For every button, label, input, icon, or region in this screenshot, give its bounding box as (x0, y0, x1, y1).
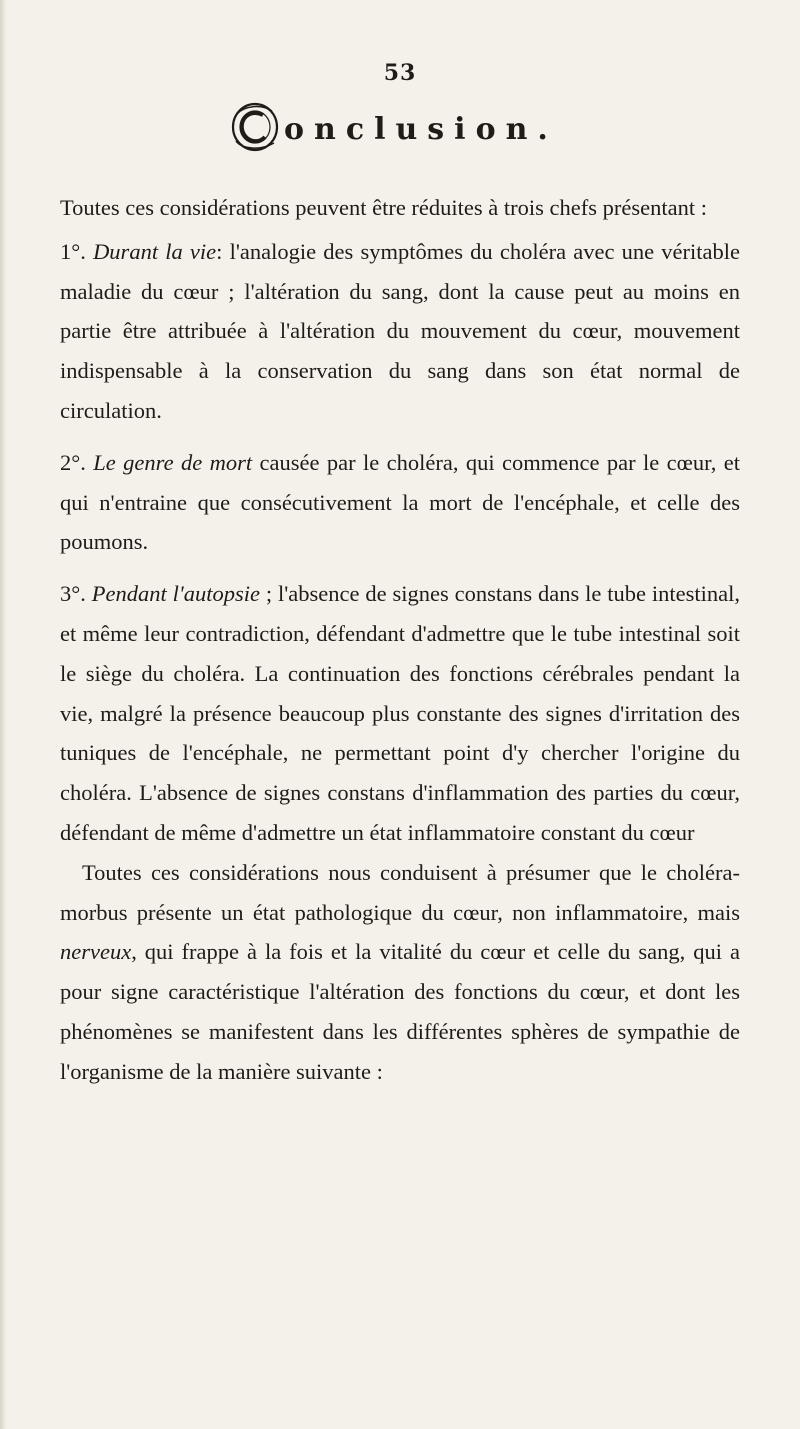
intro-paragraph: Toutes ces considérations peuvent être réduites à trois chefs présentant : (60, 195, 707, 220)
item-label: Le genre de mort (93, 449, 253, 475)
item-separator (252, 450, 259, 475)
item-separator: : (216, 238, 230, 264)
item-separator: ; (259, 581, 278, 607)
heading-text: onclusion. (284, 111, 558, 147)
page-number: 53 (383, 60, 417, 86)
page-body (60, 188, 740, 1092)
section-heading (230, 96, 650, 158)
item-text: l'absence de signes constans dans le tube intestinal, et même leur contradiction, défendant d'admettre que le tube intestinal soit le siège du choléra. La continuation des fonctions cérébrales pendant la vie, malgré la présence beaucoup plus constante des signes d'irritation des tuniques de l'encéphale, ne permettant point d'y chercher l'origine du choléra. L'absence de signes constans d'inflammation des parties du cœur, défendant de même d'admettre un état inflammatoire constant du cœur (60, 581, 740, 845)
item-2-paragraph (60, 443, 740, 562)
item-3-paragraph (60, 574, 740, 853)
item-text: causée par le choléra, qui commence par le cœur, et qui n'entraine que consécutivement la mort de l'encéphale, et celle des poumons. (60, 449, 741, 555)
conclusion-paragraph (60, 853, 740, 1092)
item-number: 3°. (60, 581, 86, 607)
item-label: Durant la vie (93, 238, 217, 264)
item-number: 1°. (60, 238, 86, 264)
page-binding-shadow (0, 0, 6, 1429)
conclusion-text-part1: Toutes ces considérations nous conduisent à présumer que le choléra-morbus présente un état pathologique du cœur, non inflammatoire, mais (60, 859, 740, 925)
item-number: 2°. (60, 449, 86, 475)
ornament-c-icon (230, 101, 280, 153)
item-label: Pendant l'autopsie (91, 581, 260, 607)
conclusion-text-part2: , qui frappe à la fois et la vitalité du cœur et celle du sang, qui a pour signe caractéristique l'altération des fonctions du cœur, et dont les phénomènes se manifestent dans les différentes sphères de sympathie de l'organisme de la manière suivante : (60, 939, 740, 1084)
conclusion-emphasis: nerveux (60, 939, 132, 965)
item-text: l'analogie des symptômes du choléra avec une véritable maladie du cœur ; l'altération du sang, dont la cause peut au moins en partie être attribuée à l'altération du mouvement du cœur, mouvement indispensable à la conservation du sang dans son état normal de circulation. (60, 238, 741, 423)
item-1-paragraph (60, 232, 740, 431)
ornamental-initial (230, 101, 280, 153)
